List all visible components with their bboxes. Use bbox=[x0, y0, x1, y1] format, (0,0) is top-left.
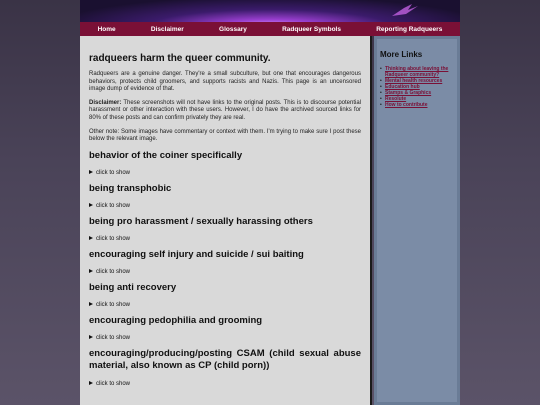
disclaimer-paragraph bbox=[89, 100, 361, 123]
main-content bbox=[80, 36, 372, 405]
toggle-label: click to show bbox=[96, 301, 131, 308]
sidebar-link-stamps[interactable]: Stamps & Graphics bbox=[385, 90, 432, 96]
disclosure-triangle-icon bbox=[89, 236, 93, 240]
nav-disclaimer[interactable]: Disclaimer bbox=[150, 25, 184, 33]
header-banner bbox=[80, 0, 460, 22]
disclosure-triangle-icon bbox=[89, 170, 93, 174]
toggle-label: click to show bbox=[96, 268, 131, 275]
section-heading: encouraging/producing/posting CSAM (child sexual abuse material, also known as CP (child porn)) bbox=[89, 347, 361, 371]
section-heading: being anti recovery bbox=[89, 281, 177, 293]
disclosure-triangle-icon bbox=[89, 269, 93, 273]
section-toggle[interactable] bbox=[89, 335, 361, 341]
sidebar-link-item bbox=[385, 66, 454, 78]
sidebar bbox=[374, 36, 460, 405]
toggle-label: click to show bbox=[96, 334, 131, 341]
section-heading: behavior of the coiner specifically bbox=[89, 149, 243, 161]
top-nav bbox=[80, 22, 460, 36]
sidebar-link-leaving[interactable]: Thinking about leaving the Radqueer community? bbox=[385, 66, 449, 78]
page-title: radqueers harm the queer community. bbox=[89, 53, 271, 64]
sidebar-link-item bbox=[385, 102, 454, 108]
section-toggle[interactable] bbox=[89, 236, 361, 242]
disclaimer-label: Disclaimer: bbox=[89, 99, 122, 106]
sidebar-title: More Links bbox=[380, 50, 423, 59]
nav-home[interactable]: Home bbox=[97, 25, 116, 33]
section-toggle[interactable] bbox=[89, 170, 361, 176]
sidebar-links bbox=[380, 66, 454, 108]
disclosure-triangle-icon bbox=[89, 203, 93, 207]
nav-reporting-radqueers[interactable]: Reporting Radqueers bbox=[376, 25, 443, 33]
toggle-label: click to show bbox=[96, 169, 131, 176]
section-heading: encouraging pedophilia and grooming bbox=[89, 314, 263, 326]
nav-radqueer-symbols[interactable]: Radqueer Symbols bbox=[282, 25, 341, 33]
banner-decoration-icon bbox=[390, 2, 420, 18]
section-toggle[interactable] bbox=[89, 381, 361, 387]
toggle-label: click to show bbox=[96, 380, 131, 387]
sidebar-link-mental-health[interactable]: Mental health resources bbox=[385, 78, 443, 84]
section-toggle[interactable] bbox=[89, 269, 361, 275]
intro-paragraph: Radqueers are a genuine danger. They're a small subculture, but one that encourages dangerous behaviors, protects child groomers, and supports racists and Nazis. This page is an uncensored image dump of evidence of that. bbox=[89, 71, 361, 93]
nav-glossary[interactable]: Glossary bbox=[219, 25, 247, 33]
sidebar-link-resolute[interactable]: Resolute bbox=[385, 96, 407, 102]
section-heading: being transphobic bbox=[89, 182, 172, 194]
disclaimer-text: These screenshots will not have links to the original posts. This is to discourse potential harassment or other interaction with these users. However, I do have the archived sourced links for 80% of these posts and can confirm privately they are real. bbox=[89, 99, 361, 121]
section-heading: being pro harassment / sexually harassing others bbox=[89, 215, 313, 227]
sidebar-link-contribute[interactable]: How to contribute bbox=[385, 102, 428, 108]
section-toggle[interactable] bbox=[89, 302, 361, 308]
toggle-label: click to show bbox=[96, 202, 131, 209]
note-paragraph: Other note: Some images have commentary or context with them. I'm trying to make sure I post these below the relevant image. bbox=[89, 128, 361, 143]
section-toggle[interactable] bbox=[89, 203, 361, 209]
toggle-label: click to show bbox=[96, 235, 131, 242]
sidebar-link-education[interactable]: Education hub bbox=[385, 84, 420, 90]
disclosure-triangle-icon bbox=[89, 335, 93, 339]
section-heading: encouraging self injury and suicide / sui baiting bbox=[89, 248, 304, 260]
disclosure-triangle-icon bbox=[89, 302, 93, 306]
disclosure-triangle-icon bbox=[89, 381, 93, 385]
sidebar-panel bbox=[377, 39, 457, 402]
